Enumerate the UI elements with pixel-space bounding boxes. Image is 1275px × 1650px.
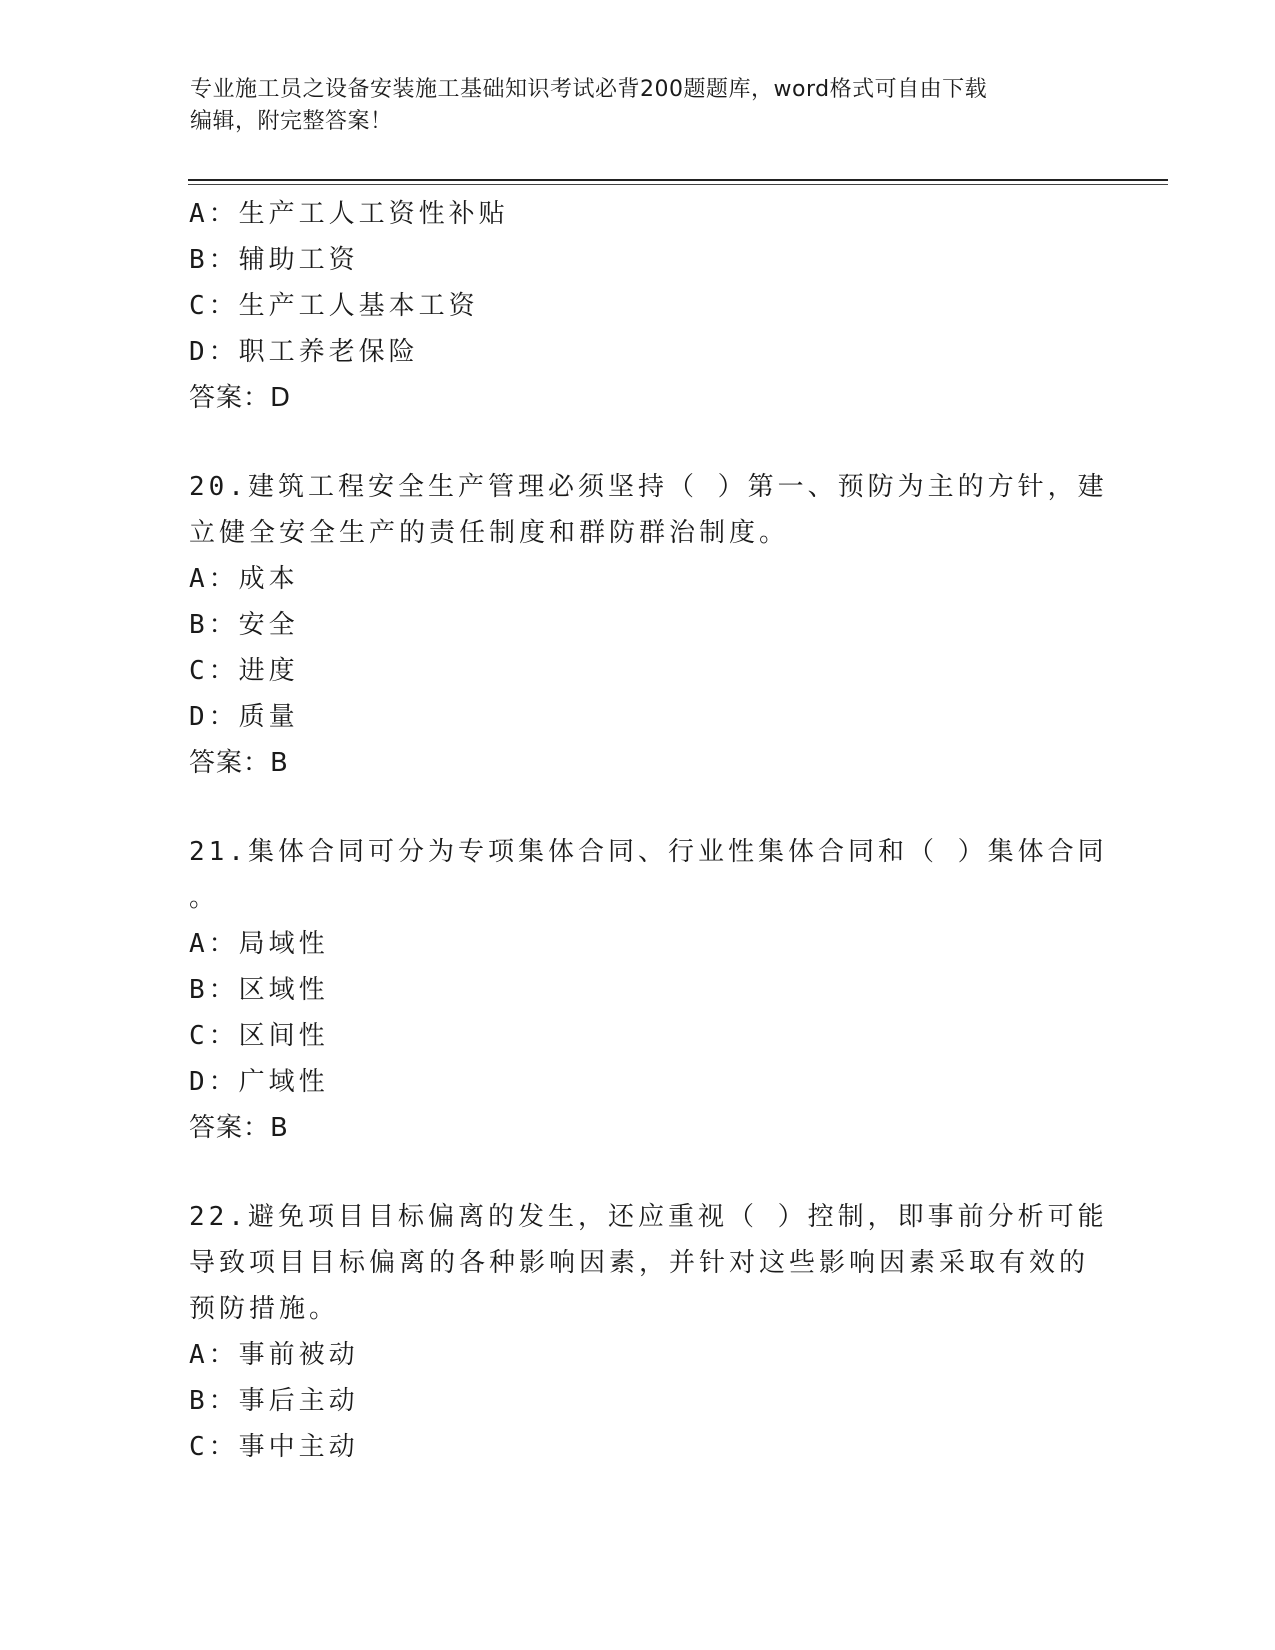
answer-option: A：成本 xyxy=(189,564,299,594)
question-text-line: 预防措施。 xyxy=(189,1294,340,1324)
answer-option: A：生产工人工资性补贴 xyxy=(189,199,509,229)
answer-option: B：区域性 xyxy=(189,975,329,1005)
question-block xyxy=(189,464,1108,786)
answer-option: C：生产工人基本工资 xyxy=(189,291,479,321)
answer-option: C：进度 xyxy=(189,656,299,686)
question-text-line: 导致项目目标偏离的各种影响因素，并针对这些影响因素采取有效的 xyxy=(189,1248,1090,1278)
correct-answer: 答案：D xyxy=(189,383,292,413)
question-text-line: 21.集体合同可分为专项集体合同、行业性集体合同和（ ）集体合同 xyxy=(189,837,1108,867)
answer-option: B：事后主动 xyxy=(189,1386,359,1416)
question-text-line: 立健全安全生产的责任制度和群防群治制度。 xyxy=(189,518,790,548)
answer-option: C：区间性 xyxy=(189,1021,329,1051)
header-title-line-1: 专业施工员之设备安装施工基础知识考试必背200题题库，word格式可自由下载 xyxy=(190,77,988,102)
answer-option: A：事前被动 xyxy=(189,1340,359,1370)
answer-option: A：局域性 xyxy=(189,929,329,959)
block-spacer xyxy=(189,1151,1089,1194)
question-text-line: 20.建筑工程安全生产管理必须坚持（ ）第一、预防为主的方针，建 xyxy=(189,472,1108,502)
answer-option: B：安全 xyxy=(189,610,299,640)
header-title-line-2: 编辑，附完整答案！ xyxy=(190,109,393,134)
question-text-line: 。 xyxy=(189,883,220,913)
block-spacer xyxy=(189,786,1089,829)
answer-option: D：质量 xyxy=(189,702,299,732)
question-block xyxy=(189,829,1108,1151)
answer-option: D：广域性 xyxy=(189,1067,329,1097)
correct-answer: 答案：B xyxy=(189,748,289,778)
answer-option: D：职工养老保险 xyxy=(189,337,419,367)
answer-option: C：事中主动 xyxy=(189,1432,359,1462)
question-list xyxy=(189,191,1108,1470)
header-divider-thick xyxy=(188,179,1168,181)
answer-option: B：辅助工资 xyxy=(189,245,359,275)
question-block xyxy=(189,191,1089,421)
header-divider-thin xyxy=(188,184,1168,185)
question-text-line: 22.避免项目目标偏离的发生，还应重视（ ）控制，即事前分析可能 xyxy=(189,1202,1108,1232)
block-spacer xyxy=(189,421,1089,464)
question-block xyxy=(189,1194,1108,1470)
correct-answer: 答案：B xyxy=(189,1113,289,1143)
document-header xyxy=(190,74,1070,138)
